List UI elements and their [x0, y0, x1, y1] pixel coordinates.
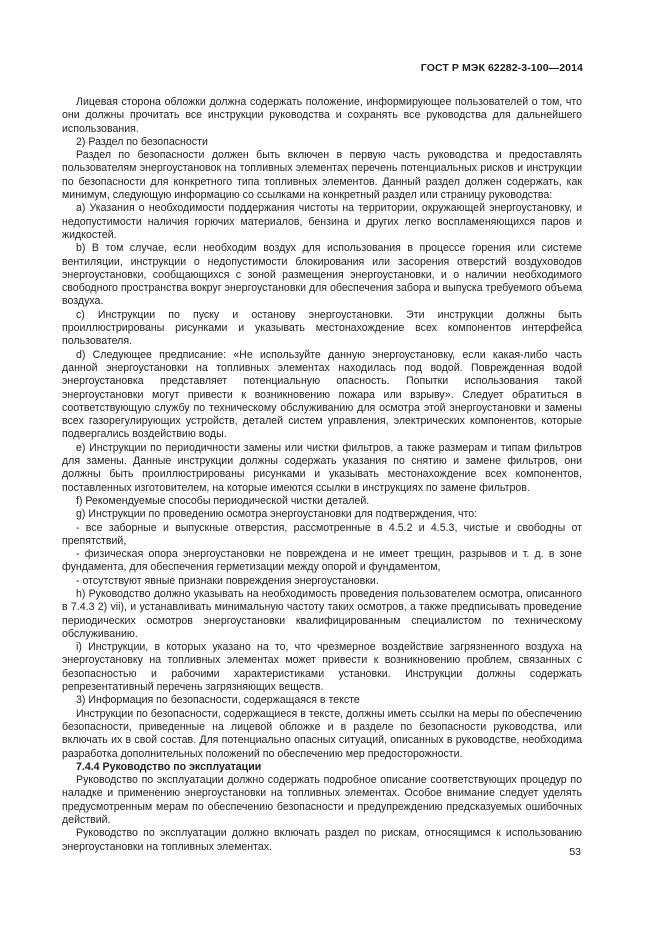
paragraph-operation-manual-2: Руководство по эксплуатации должно включать раздел по рискам, относящимся к использованию энергоустановки на топливных элементах. [62, 827, 582, 853]
list-item-i: i) Инструкции, в которых указано на то, что чрезмерное воздействие загрязненного воздуха на энергоустановку на топливных элементах может привести к возникновению проблем, связанных с безопасностью и рабочими характеристиками установки. Инструкции должны содержать репрезентативный перечень загрязняющих веществ. [62, 641, 582, 694]
list-item-c: c) Инструкции по пуску и останову энергоустановки. Эти инструкции должны быть проиллюстрированы рисунками и указывать местонахождение всех компонентов интерфейса пользователя. [62, 308, 582, 348]
section-heading-7-4-4: 7.4.4 Руководство по эксплуатации [76, 760, 262, 773]
list-item-g: g) Инструкции по проведению осмотра энергоустановки для подтверждения, что: [76, 508, 478, 521]
subsection-text-safety-title: 3) Информация по безопасности, содержащаяся в тексте [76, 694, 360, 707]
list-item-b: b) В том случае, если необходим воздух для использования в процессе горения или системе вентиляции, инструкции о недопустимости блокирования или засорения отверстий воздуховодов энергоустановки, сообщающихся с зоной размещения энергоустановки, и о наличии необходимого свободного пространства вокруг энергоустановки для обеспечения забора и выпуска требуемого объема воздуха. [62, 242, 582, 308]
subsection-safety-title: 2) Раздел по безопасности [76, 135, 208, 148]
list-item-f: f) Рекомендуемые способы периодической чистки деталей. [76, 494, 370, 507]
paragraph-text-safety: Инструкции по безопасности, содержащиеся в тексте, должны иметь ссылки на меры по обеспечению безопасности, приведенные на лицевой обложке и в разделе по безопасности руководства, или включать их в свой состав. Для потенциально опасных ситуаций, описанных в руководстве, необходима разработка дополнительных положений по обеспечению мер предосторожности. [62, 707, 582, 760]
dash-item-3: - отсутствуют явные признаки повреждения энергоустановки. [76, 574, 379, 587]
paragraph-operation-manual-1: Руководство по эксплуатации должно содержать подробное описание соответствующих процедур по наладке и применению энергоустановки на топливных элементах. Особое внимание следует уделять предусмотренным мерам по обеспечению безопасности и предупреждению предсказуемых ошибочных действий. [62, 774, 582, 827]
document-code-header: ГОСТ Р МЭК 62282-3-100—2014 [420, 62, 583, 74]
dash-item-1: - все заборные и выпускные отверстия, рассмотренные в 4.5.2 и 4.5.3, чистые и свободны от препятствий, [62, 521, 582, 547]
list-item-h: h) Руководство должно указывать на необходимость проведения пользователем осмотра, описанного в 7.4.3 2) vii), и устанавливать минимальную частоту таких осмотров, а также предписывать проведение периодических осмотров энергоустановки квалифицированным специалистом по техническому обслуживанию. [62, 587, 582, 640]
paragraph-cover-notice: Лицевая сторона обложки должна содержать положение, информирующее пользователей о том, что они должны прочитать все инструкции руководства и сохранять все руководства для дальнейшего использования. [62, 96, 582, 135]
list-item-d: d) Следующее предписание: «Не используйте данную энергоустановку, если какая-либо часть данной энергоустановки на топливных элементах находилась под водой. Поврежденная водой энергоустановка представляет потенциальную опасность. Попытки использования такой энергоустановки могут привести к возникновению пожара или взрыву». Следует обратиться в соответствующую службу по техническому обслуживанию для осмотра этой энергоустановки и замены всех газорегулирующих устройств, деталей систем управления, электрических компонентов, которые подвергались воздействию воды. [62, 348, 582, 441]
page-number: 53 [569, 846, 581, 858]
list-item-a: a) Указания о необходимости поддержания чистоты на территории, окружающей энергоустановку, и недопустимости наличия горючих материалов, бензина и других легко воспламеняющихся паров и жидкостей. [62, 202, 582, 241]
dash-item-2: - физическая опора энергоустановки не повреждена и не имеет трещин, разрывов и т. д. в зоне фундамента, для обеспечения герметизации между опорой и фундаментом, [62, 548, 582, 574]
document-body [62, 96, 582, 854]
paragraph-safety-intro: Раздел по безопасности должен быть включен в первую часть руководства и предоставлять пользователям энергоустановок на топливных элементах перечень потенциальных рисков и инструкции по безопасности для конкретного типа топливных элементов. Данный раздел должен содержать, как минимум, следующую информацию со ссылками на конкретный раздел или страницу руководства: [62, 149, 582, 202]
list-item-e: e) Инструкции по периодичности замены или чистки фильтров, а также размерам и типам фильтров для замены. Данные инструкции должны содержать указания по снятию и замене фильтров, они должны быть проиллюстрированы рисунками и указывать местонахождение всех компонентов, поставленных изготовителем, на которые имеются ссылки в инструкциях по замене фильтров. [62, 441, 582, 494]
